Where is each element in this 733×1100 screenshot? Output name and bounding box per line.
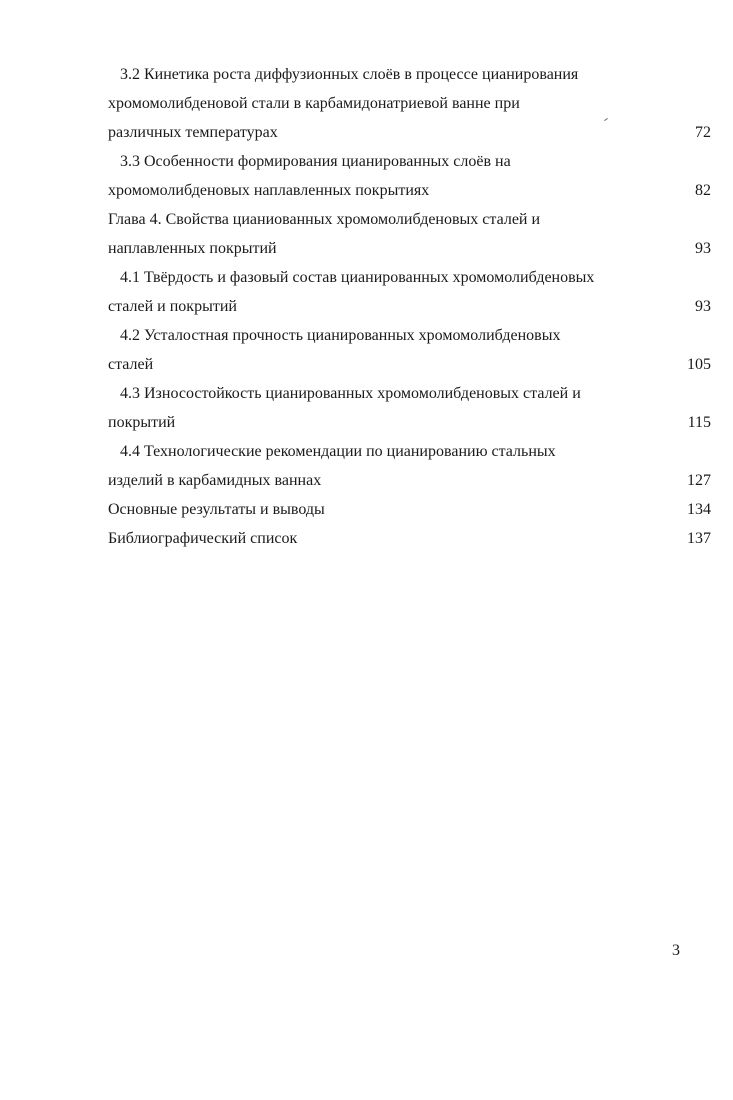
toc-entry-title-line: Библиографический список <box>108 530 298 547</box>
toc-entry-title-line: 3.3 Особенности формирования цианированных слоёв на <box>120 153 511 170</box>
toc-entry-page-number: 93 <box>695 298 711 315</box>
toc-entry-title-line: Глава 4. Свойства цианиованных хромомолибденовых сталей и <box>108 211 541 228</box>
toc-entry-title-line: 4.3 Износостойкость цианированных хромомолибденовых сталей и <box>120 385 581 402</box>
toc-entry-title-line: сталей <box>108 356 154 373</box>
toc-entry-title-line: хромомолибденовых наплавленных покрытиях <box>108 182 430 199</box>
toc-entry <box>0 263 733 321</box>
toc-entry-page-number: 72 <box>695 124 711 141</box>
toc-entry <box>0 495 733 524</box>
toc-entry-title-line: изделий в карбамидных ваннах <box>108 472 322 489</box>
toc-entry-page-number: 137 <box>687 530 711 547</box>
toc-entry-title-line: наплавленных покрытий <box>108 240 277 257</box>
table-of-contents <box>0 60 733 553</box>
toc-entry-title-line: Основные результаты и выводы <box>108 501 325 518</box>
toc-entry-title-line: 4.1 Твёрдость и фазовый состав цианированных хромомолибденовых <box>120 269 595 286</box>
toc-entry <box>0 524 733 553</box>
toc-entry-title-line: 4.4 Технологические рекомендации по цианированию стальных <box>120 443 556 460</box>
toc-entry <box>0 60 733 147</box>
toc-entry-title-line: сталей и покрытий <box>108 298 237 315</box>
toc-entry-page-number: 115 <box>687 414 711 431</box>
toc-entry <box>0 321 733 379</box>
toc-entry-page-number: 82 <box>695 182 711 199</box>
toc-entry-page-number: 105 <box>687 356 711 373</box>
toc-entry-title-line: покрытий <box>108 414 176 431</box>
toc-entry <box>0 437 733 495</box>
toc-entry-page-number: 127 <box>687 472 711 489</box>
toc-entry-page-number: 93 <box>695 240 711 257</box>
page-number: 3 <box>672 942 680 959</box>
toc-entry-page-number: 134 <box>687 501 711 518</box>
toc-entry-title-line: 4.2 Усталостная прочность цианированных хромомолибденовых <box>120 327 561 344</box>
toc-entry <box>0 379 733 437</box>
toc-entry-title-line: 3.2 Кинетика роста диффузионных слоёв в процессе цианирования <box>120 66 579 83</box>
toc-entry <box>0 205 733 263</box>
toc-entry <box>0 147 733 205</box>
toc-entry-title-line: хромомолибденовой стали в карбамидонатриевой ванне при <box>108 95 520 112</box>
toc-entry-title-line: различных температурах <box>108 124 278 141</box>
